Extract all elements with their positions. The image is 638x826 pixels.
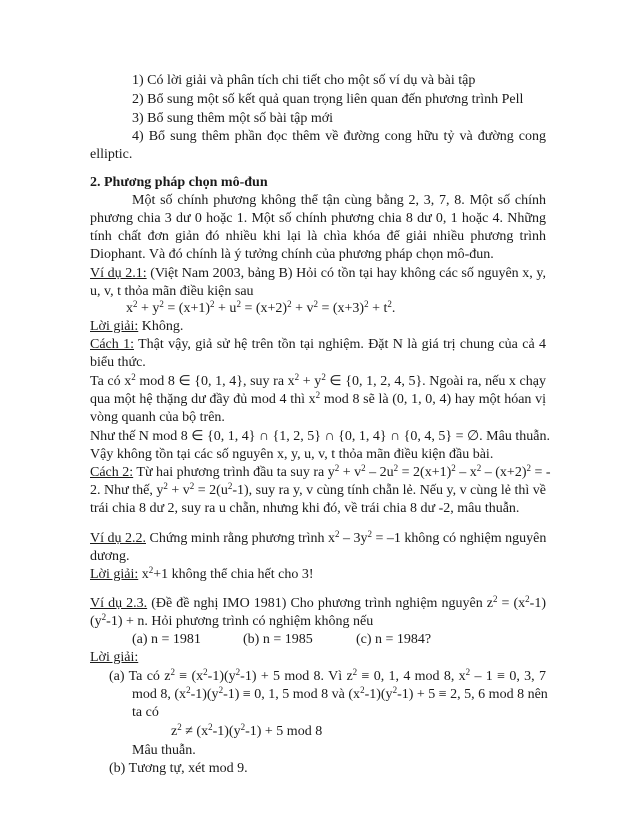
solution-label: Lời giải:	[90, 567, 139, 582]
method-1-line: Cách 1: Thật vậy, giả sử hệ trên tồn tại nghiệm. Đặt N là giá trị chung của cả 4	[90, 337, 547, 352]
solution-a-formula: $z^2 \ne (x^2-1)(y^2-1) + 5$ mod 8	[171, 722, 323, 739]
method-2-line: Cách 2: Từ hai phương trình đầu ta suy ra $y^2 + v^2 - 2u^2 = 2(x+1)^2 - x^2 - (x+2)^2$ = -	[90, 463, 551, 480]
solution-a-line: ta có	[132, 705, 159, 720]
method-1-line: biểu thức.	[90, 355, 146, 370]
example-2-3-question: Ví dụ 2.3. (Đề đề nghị IMO 1981) Cho phương trình nghiệm nguyên $z^2 = (x^2-1)$	[90, 594, 546, 611]
method-2-line: 2. Như thế, $y^2 + v^2 = 2(u^2-1)$, suy ra y, v cùng tính chẵn lẻ. Nếu y, v cùng lẻ thì về	[90, 481, 546, 498]
solution-label: Lời giải:	[90, 319, 139, 334]
method-2-label: Cách 2:	[90, 465, 134, 480]
section-2-para-line: phương chia 3 dư 0 hoặc 1. Một số chính phương chia 8 dư 0, 1 hoặc 4. Những	[90, 211, 546, 226]
intro-item-2: 2) Bổ sung một số kết quả quan trọng liên quan đến phương trình Pell	[132, 92, 524, 107]
example-2-3-label: Ví dụ 2.3.	[90, 596, 148, 611]
example-2-2-question-cont: dương.	[90, 549, 130, 564]
example-2-2-question: Ví dụ 2.2. Chứng minh rằng phương trình $x^2 - 3y^2 = -1$ không có nghiệm nguyên	[90, 529, 547, 546]
example-2-2-label: Ví dụ 2.2.	[90, 531, 146, 546]
intro-item-1: 1) Có lời giải và phân tích chi tiết cho một số ví dụ và bài tập	[132, 73, 476, 88]
solution-b-line: (b) Tương tự, xét mod 9.	[109, 761, 248, 776]
example-2-2-solution: Lời giải: $x^2+1$ không thể chia hết cho 3!	[90, 565, 314, 582]
example-2-1-label: Ví dụ 2.1:	[90, 266, 147, 281]
method-1-line: Vậy không tồn tại các số nguyên x, y, u, v, t thỏa mãn điều kiện đầu bài.	[90, 447, 494, 462]
example-2-1-equation: $x^2 + y^2 = (x+1)^2 + u^2 = (x+2)^2 + v^2 = (x+3)^2 + t^2$.	[126, 299, 396, 316]
solution-a-line: mod 8, $(x^2-1)(y^2-1) \equiv 0$, 1, 5 mod 8 và $(x^2-1)(y^2-1) + 5 \equiv 2$, 5, 6 mod 8 nên	[132, 685, 548, 702]
section-2-para-line: Một số chính phương không thể tận cùng bằng 2, 3, 7, 8. Một số chính	[132, 193, 546, 208]
example-2-1-question: Ví dụ 2.1: (Việt Nam 2003, bảng B) Hỏi có tồn tại hay không các số nguyên x, y,	[90, 266, 547, 281]
intro-item-3: 3) Bổ sung thêm một số bài tập mới	[132, 111, 334, 126]
example-2-1-solution: Lời giải: Không.	[90, 319, 184, 334]
method-1-line: Ta có $x^2$ mod 8 ∈ {0, 1, 4}, suy ra $x^2 + y^2$ ∈ {0, 1, 2, 4, 5}. Ngoài ra, nếu x chạy	[90, 372, 546, 389]
section-2-heading: 2. Phương pháp chọn mô-đun	[90, 175, 268, 190]
method-1-line: Như thế N mod 8 ∈ {0, 1, 4} ∩ {1, 2, 5} ∩ {0, 1, 4} ∩ {0, 4, 5} = ∅. Mâu thuẫn.	[90, 429, 550, 444]
method-1-line: vòng quanh của bộ trên.	[90, 410, 225, 425]
intro-item-4: 4) Bổ sung thêm phần đọc thêm về đường cong hữu tỷ và đường cong	[132, 129, 546, 144]
section-2-para-line: Diophant. Và đó chính là ý tưởng chính của phương pháp chọn mô-đun.	[90, 247, 494, 262]
method-1-line: qua một hệ thặng dư đầy đủ mod 4 thì $x^2$ mod 8 sẽ là (0, 1, 0, 4) hay một hóan vị	[90, 390, 547, 407]
option-a: (a) n = 1981	[132, 632, 201, 647]
solution-a-conclusion: Mâu thuẫn.	[132, 743, 196, 758]
example-2-1-question-cont: u, v, t thỏa mãn điều kiện sau	[90, 284, 254, 299]
solution-a-line: (a) Ta có $z^2 \equiv (x^2-1)(y^2-1) + 5$ mod 8. Vì $z^2 \equiv 0$, 1, 4 mod 8, $x^2 - 1 \equiv 0$, 3, 7	[109, 667, 546, 684]
option-c: (c) n = 1984?	[356, 632, 432, 647]
section-2-para-line: tính chất đơn giản đó nhiều khi lại là chìa khóa để giải nhiều phương trình	[90, 229, 546, 244]
example-2-3-question-cont: $(y^2-1) + n$. Hỏi phương trình có nghiệm không nếu	[90, 612, 374, 629]
method-2-line: trái chia 8 dư 2, suy ra u chẵn, nhưng khi đó, về trái chia 8 dư -2, mâu thuẫn.	[90, 501, 520, 516]
intro-item-4-cont: elliptic.	[90, 147, 133, 162]
solution-label: Lời giải:	[90, 650, 139, 665]
example-2-3-solution-label	[90, 649, 546, 667]
option-b: (b) n = 1985	[243, 632, 313, 647]
method-1-label: Cách 1:	[90, 337, 135, 352]
